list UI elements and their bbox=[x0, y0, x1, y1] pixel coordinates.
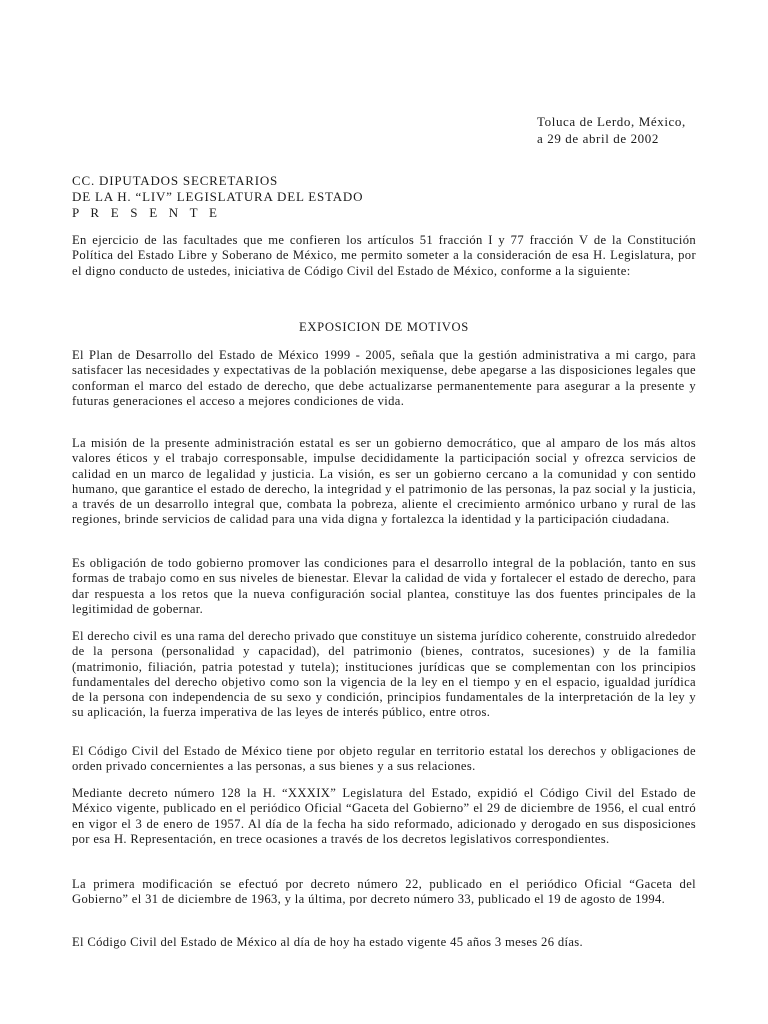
addressee-line-1: CC. DIPUTADOS SECRETARIOS bbox=[72, 173, 279, 188]
body-paragraph: La primera modificación se efectuó por decreto número 22, publicado en el periódico Oficial “Gaceta del Gobierno” el 31 de diciembre de 1963, y la última, por decreto número 33, publicado el 19 de agosto de 1994. bbox=[72, 877, 696, 907]
section-heading: EXPOSICION DE MOTIVOS bbox=[298, 320, 470, 334]
body-paragraph: El Código Civil del Estado de México tiene por objeto regular en territorio estatal los derechos y obligaciones de orden privado concernientes a las personas, a sus bienes y a sus relaciones. bbox=[72, 744, 696, 774]
body-paragraph: La misión de la presente administración estatal es ser un gobierno democrático, que al amparo de los más altos valores éticos y el trabajo corresponsable, impulse decididamente la participación social y ofrezca servicios de calidad en un marco de legalidad y justicia. La visión, es ser un gobierno cercano a la comunidad y con sentido humano, que garantice el estado de derecho, la integridad y el patrimonio de las personas, la paz social y la justicia, a través de un desarrollo integral que, combata la pobreza, aliente el crecimiento armónico urbano y rural de las regiones, brinde servicios de calidad para una vida digna y fortalezca la identidad y la participación ciudadana. bbox=[72, 436, 696, 527]
date-line: a 29 de abril de 2002 bbox=[537, 130, 659, 146]
addressee-line-2: DE LA H. “LIV” LEGISLATURA DEL ESTADO bbox=[72, 189, 364, 204]
body-paragraph: Es obligación de todo gobierno promover las condiciones para el desarrollo integral de la población, tanto en sus formas de trabajo como en sus niveles de bienestar. Elevar la calidad de vida y fortalecer el estado de derecho, para dar respuesta a los retos que la nueva configuración social plantea, constituye las dos fuentes principales de la legitimidad de gobernar. bbox=[72, 556, 696, 616]
body-paragraph: El Código Civil del Estado de México al día de hoy ha estado vigente 45 años 3 meses 26 días. bbox=[72, 935, 584, 949]
place-and-date bbox=[537, 114, 686, 147]
addressee-line-3: P R E S E N T E bbox=[72, 205, 222, 220]
intro-paragraph: En ejercicio de las facultades que me confieren los artículos 51 fracción I y 77 fracción V de la Constitución Política del Estado Libre y Soberano de México, me permito someter a la consideración de esa H. Legislatura, por el digno conducto de ustedes, iniciativa de Código Civil del Estado de México, conforme a la siguiente: bbox=[72, 233, 696, 278]
place-line: Toluca de Lerdo, México, bbox=[537, 114, 686, 129]
body-paragraph: Mediante decreto número 128 la H. “XXXIX” Legislatura del Estado, expidió el Código Civil del Estado de México vigente, publicado en el periódico Oficial “Gaceta del Gobierno” el 29 de diciembre de 1956, el cual entró en vigor el 3 de enero de 1957. Al día de la fecha ha sido reformado, adicionado y derogado en sus disposiciones por esa H. Representación, en trece ocasiones a través de los decretos legislativos correspondientes. bbox=[72, 786, 696, 846]
body-paragraph: El derecho civil es una rama del derecho privado que constituye un sistema jurídico coherente, construido alrededor de la persona (personalidad y capacidad), del patrimonio (bienes, contratos, sucesiones) y de la familia (matrimonio, filiación, patria potestad y tutela); instituciones jurídicas que se complementan con los principios fundamentales del derecho objetivo como son la vigencia de la ley en el tiempo y en el espacio, igualdad jurídica de la persona con independencia de su sexo y condición, principios fundamentales de la interpretación de la ley y su aplicación, la fuerza imperativa de las leyes de interés público, entre otros. bbox=[72, 629, 696, 720]
body-paragraph: El Plan de Desarrollo del Estado de México 1999 - 2005, señala que la gestión administrativa a mi cargo, para satisfacer las necesidades y expectativas de la población mexiquense, debe apegarse a las disposiciones legales que conforman el marco del estado de derecho, que debe actualizarse permanentemente para asegurar a la presente y futuras generaciones el acceso a mejores condiciones de vida. bbox=[72, 348, 696, 408]
addressee-block bbox=[72, 173, 363, 221]
